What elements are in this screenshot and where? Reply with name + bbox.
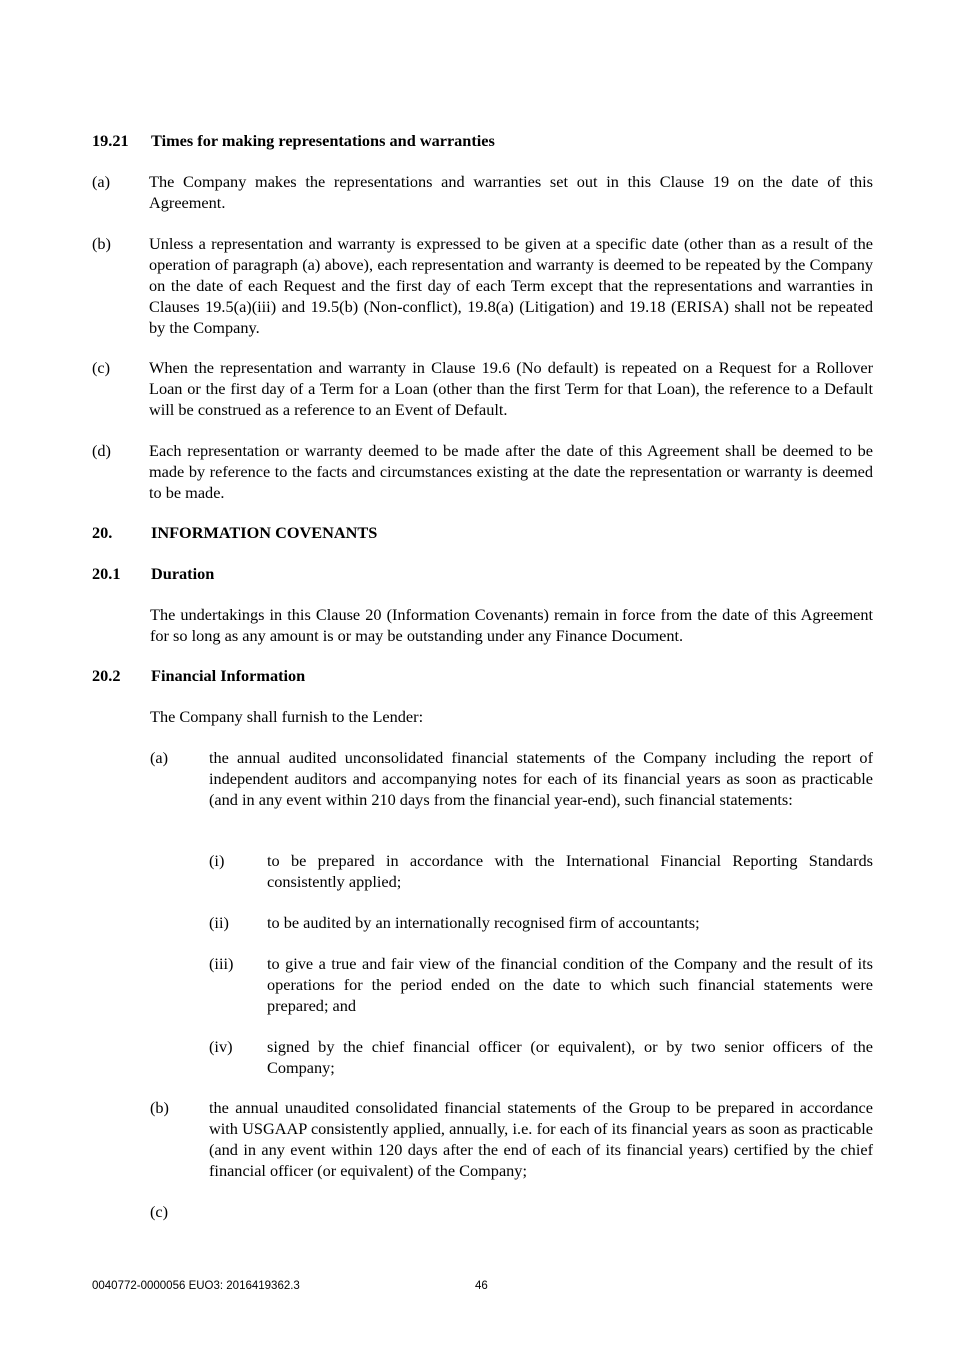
subclause-paragraph: to be audited by an internationally recognised firm of accountants;	[267, 913, 700, 932]
clause-paragraph: The Company makes the representations and warranties set out in this Clause 19 on the date of this Agreement.	[149, 172, 873, 212]
section-number: 20.1	[92, 564, 121, 583]
clause-paragraph: Unless a representation and warranty is expressed to be given at a specific date (other than as a result of the operation of paragraph (a) above), each representation and warranty is deemed to be repeated by the Company on the date of each Request and the first day of each Term except that the representations and warranties in Clauses 19.5(a)(iii) and 19.5(b) (Non-conflict), 19.8(a) (Litigation) and 19.18 (ERISA) shall not be repeated by the Company.	[149, 234, 873, 337]
item-label: (b)	[150, 1098, 169, 1117]
item-label: (c)	[92, 358, 111, 377]
clause-paragraph: the annual audited unconsolidated financial statements of the Company including the report of independent auditors and accompanying notes for each of its financial years as soon as practicable (and in any event within 210 days from the financial year-end), such financial statements:	[209, 748, 873, 809]
item-label: (a)	[150, 748, 169, 767]
section-title: Times for making representations and warranties	[151, 131, 495, 150]
section-title: Financial Information	[151, 666, 306, 685]
section-title: Duration	[151, 564, 215, 583]
subitem-label: (iv)	[209, 1037, 233, 1056]
section-number: 20.	[92, 523, 113, 542]
clause-paragraph: the annual unaudited consolidated financial statements of the Group to be prepared in accordance with USGAAP consistently applied, annually, i.e. for each of its financial years as soon as practicable (and in any event within 120 days after the end of each of its financial years) certified by the chief financial officer (or equivalent) of the Company;	[209, 1098, 873, 1180]
document-reference: 0040772-0000056 EUO3: 2016419362.3	[92, 1280, 300, 1292]
clause-paragraph: When the representation and warranty in Clause 19.6 (No default) is repeated on a Request for a Rollover Loan or the first day of a Term for a Loan (other than the first Term for that Loan), the reference to a Default will be construed as a reference to an Event of Default.	[149, 358, 873, 419]
clause-paragraph: Each representation or warranty deemed to be made after the date of this Agreement shall be deemed to be made by reference to the facts and circumstances existing at the date the representation or warranty is deemed to be made.	[149, 441, 873, 502]
item-label: (a)	[92, 172, 111, 191]
subitem-label: (i)	[209, 851, 225, 870]
page-number: 46	[475, 1280, 488, 1292]
section-title: INFORMATION COVENANTS	[151, 523, 378, 542]
clause-intro: The Company shall furnish to the Lender:	[150, 707, 424, 726]
subclause-paragraph: to give a true and fair view of the financial condition of the Company and the result of its operations for the period ended on the date to which such financial statements were prepared; and	[267, 954, 873, 1015]
clause-paragraph: The undertakings in this Clause 20 (Information Covenants) remain in force from the date of this Agreement for so long as any amount is or may be outstanding under any Finance Document.	[150, 605, 873, 645]
item-label: (b)	[92, 234, 111, 253]
section-number: 19.21	[92, 131, 129, 150]
subitem-label: (iii)	[209, 954, 234, 973]
subitem-label: (ii)	[209, 913, 229, 932]
section-number: 20.2	[92, 666, 121, 685]
subclause-paragraph: to be prepared in accordance with the International Financial Reporting Standards consistently applied;	[267, 851, 873, 891]
section-19-21-heading	[92, 130, 129, 151]
item-label: (c)	[150, 1202, 169, 1221]
subclause-paragraph: signed by the chief financial officer (or equivalent), or by two senior officers of the Company;	[267, 1037, 873, 1077]
item-label: (d)	[92, 441, 111, 460]
